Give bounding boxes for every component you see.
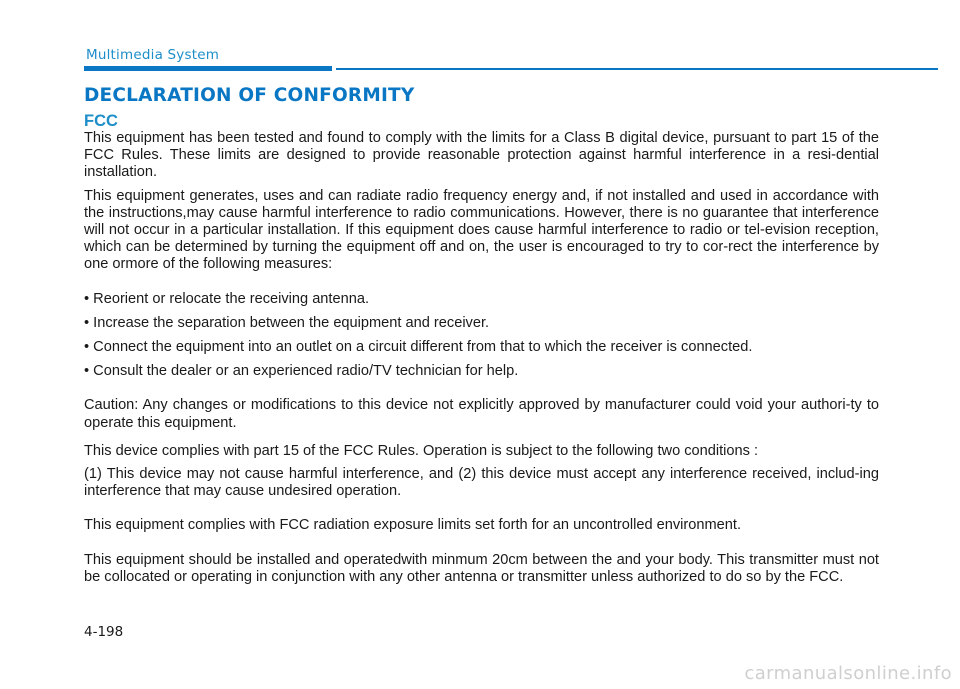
header-rule-thick [84,66,332,71]
list-item: • Reorient or relocate the receiving antenna. [84,290,369,307]
page-number: 4-198 [84,624,124,640]
page-title: DECLARATION OF CONFORMITY [84,85,415,106]
paragraph-part15: This device complies with part 15 of the FCC Rules. Operation is subject to the following two conditions : [84,442,759,459]
list-item: • Increase the separation between the equipment and receiver. [84,314,490,331]
list-item: • Consult the dealer or an experienced radio/TV technician for help. [84,363,519,380]
watermark-text: carmanualsonline.info [744,663,952,684]
measures-list [84,291,879,381]
header-rule-thin [336,68,938,70]
paragraph-installation: This equipment should be installed and operatedwith minmum 20cm between the and your body. This transmitter must not be collocated or operating in conjunction with any other antenna or transmitter unless authorized to do so by the FCC. [84,551,879,585]
paragraph-exposure: This equipment complies with FCC radiation exposure limits set forth for an uncontrolled environment. [84,517,742,534]
paragraph-caution: Caution: Any changes or modifications to this device not explicitly approved by manufacturer could void your authori-ty to operate this equipment. [84,397,879,431]
paragraph-interference: This equipment generates, uses and can radiate radio frequency energy and, if not installed and used in accordance with the instructions,may cause harmful interference to radio communications. However, there is no guarantee that interference will not occur in a particular installation. If this equipment does cause harmful interference to radio or tel-evision reception, which can be determined by turning the equipment off and on, the user is encouraged to try to cor-rect the interference by one ormore of the following measures: [84,187,879,273]
fcc-subheading: FCC [84,112,118,130]
section-label: Multimedia System [86,47,220,63]
main-content [84,112,879,586]
paragraph-conditions: (1) This device may not cause harmful interference, and (2) this device must accept any interference received, includ-ing interference that may cause undesired operation. [84,466,879,500]
paragraph-class-b: This equipment has been tested and found to comply with the limits for a Class B digital device, pursuant to part 15 of the FCC Rules. These limits are designed to provide reasonable protection against harmful interference in a resi-dential installation. [84,130,879,181]
list-item: • Connect the equipment into an outlet on a circuit different from that to which the receiver is connected. [84,339,753,356]
